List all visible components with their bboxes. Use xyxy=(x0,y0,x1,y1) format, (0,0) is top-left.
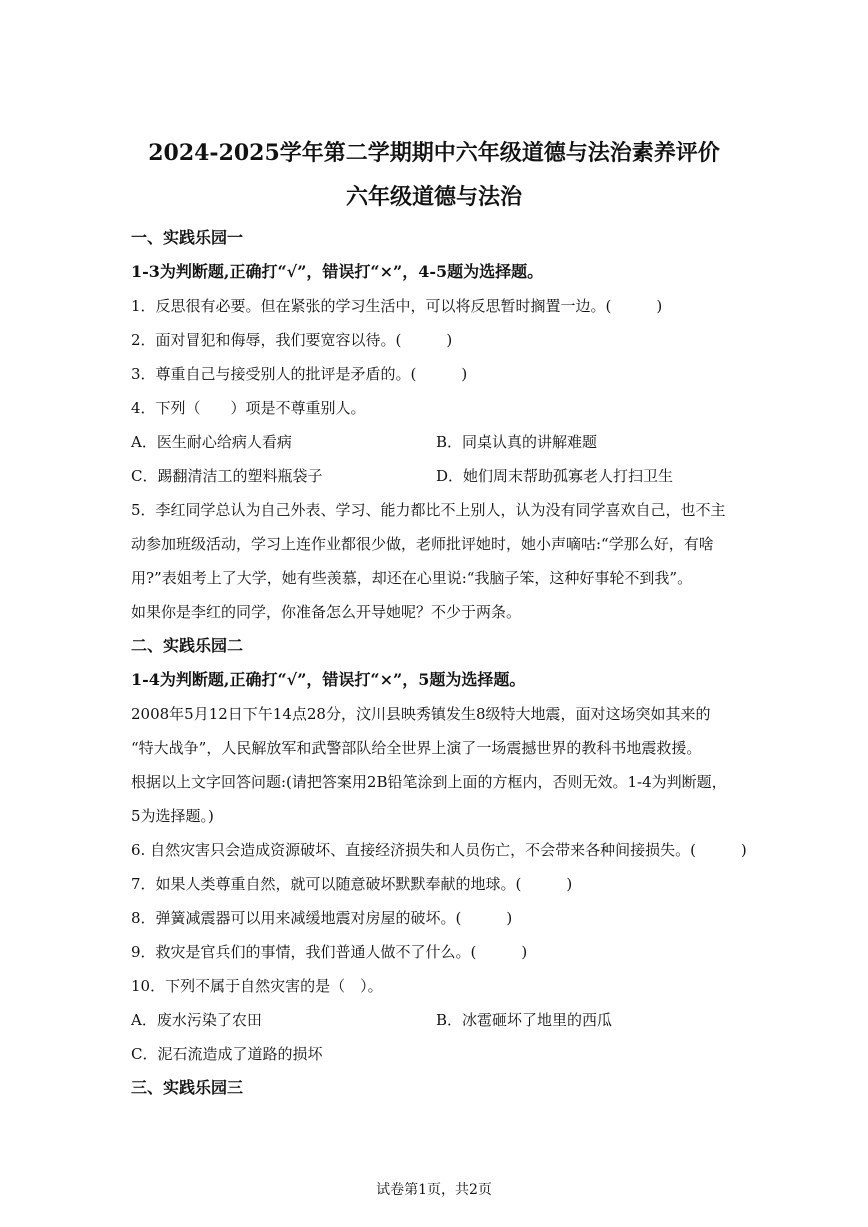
question-5-line: 用?”表姐考上了大学，她有些羡慕，却还在心里说:“我脑子笨，这种好事轮不到我”。 xyxy=(131,569,693,587)
question-5-line: 动参加班级活动，学习上连作业都很少做，老师批评她时，她小声嘀咕:“学那么好，有啥 xyxy=(131,535,714,553)
note-line: 根据以上文字回答问题:(请把答案用2B铅笔涂到上面的方框内，否则无效。1-4为判断题， xyxy=(131,773,727,791)
exam-subtitle: 六年级道德与法治 xyxy=(345,184,522,210)
note-line: 5为选择题。) xyxy=(131,807,214,825)
section1-instruction: 1-3为判断题,正确打“√”，错误打“×”，4-5题为选择题。 xyxy=(131,262,544,281)
question-10: 10．下列不属于自然灾害的是（ ）。 xyxy=(131,977,383,995)
question-10-option-a: A．废水污染了农田 xyxy=(131,1011,262,1029)
section2-instruction: 1-4为判断题,正确打“√”，错误打“×”，5题为选择题。 xyxy=(131,670,526,689)
passage-line: 2008年5月12日下午14点28分，汶川县映秀镇发生8级特大地震，面对这场突如其来的 xyxy=(131,705,711,723)
question-5-line: 如果你是李红的同学，你准备怎么开导她呢？不少于两条。 xyxy=(131,603,522,621)
question-9: 9．救灾是官兵们的事情，我们普通人做不了什么。( ) xyxy=(131,943,528,961)
question-4-option-c: C．踢翻清洁工的塑料瓶袋子 xyxy=(131,467,323,485)
question-1: 1．反思很有必要。但在紧张的学习生活中，可以将反思暂时搁置一边。( ) xyxy=(131,297,663,315)
question-5-line: 5．李红同学总认为自己外表、学习、能力都比不上别人，认为没有同学喜欢自己，也不主 xyxy=(131,501,726,519)
question-8: 8．弹簧减震器可以用来减缓地震对房屋的破坏。( ) xyxy=(131,909,513,927)
question-4-option-d: D．她们周末帮助孤寡老人打扫卫生 xyxy=(436,467,674,485)
section3-heading: 三、实践乐园三 xyxy=(131,1078,244,1097)
question-6: 6. 自然灾害只会造成资源破坏、直接经济损失和人员伤亡，不会带来各种间接损失。( ) xyxy=(131,841,747,859)
section2-heading: 二、实践乐园二 xyxy=(131,636,244,655)
exam-title: 2024-2025学年第二学期期中六年级道德与法治素养评价 xyxy=(148,140,720,166)
passage-line: “特大战争”，人民解放军和武警部队给全世界上演了一场震撼世界的教科书地震救援。 xyxy=(131,739,702,757)
question-4-option-a: A．医生耐心给病人看病 xyxy=(131,433,292,451)
question-7: 7．如果人类尊重自然，就可以随意破坏默默奉献的地球。( ) xyxy=(131,875,573,893)
question-3: 3．尊重自己与接受别人的批评是矛盾的。( ) xyxy=(131,365,468,383)
section1-heading: 一、实践乐园一 xyxy=(131,228,244,247)
question-10-option-c: C．泥石流造成了道路的损坏 xyxy=(131,1045,323,1063)
question-10-option-b: B．冰雹砸坏了地里的西瓜 xyxy=(436,1011,613,1029)
page-number: 试卷第1页，共2页 xyxy=(376,1182,492,1198)
question-4-option-b: B．同桌认真的讲解难题 xyxy=(436,433,598,451)
question-4: 4．下列（ ）项是不尊重别人。 xyxy=(131,399,366,417)
question-2: 2．面对冒犯和侮辱，我们要宽容以待。( ) xyxy=(131,331,453,349)
